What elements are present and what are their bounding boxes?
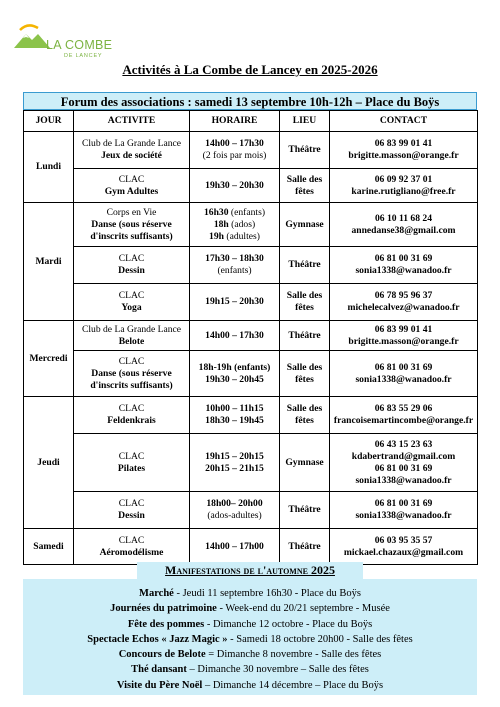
phone: 06 81 00 31 69 — [374, 253, 433, 264]
phone: 06 81 00 31 69 — [374, 462, 433, 474]
schedule-cell — [190, 351, 280, 397]
event-name: Concours de Belote — [118, 649, 206, 661]
event-item — [23, 632, 477, 647]
table-row — [24, 351, 478, 397]
contact-cell — [330, 321, 478, 351]
email: kdabertrand@gmail.com — [351, 450, 456, 462]
org: CLAC — [118, 534, 145, 546]
event-item — [23, 617, 477, 632]
event-details: = Dimanche 8 novembre - Salle des fêtes — [205, 649, 382, 661]
email: brigitte.masson@orange.fr — [348, 335, 459, 347]
schedule-cell — [190, 247, 280, 284]
activity-cell — [74, 321, 190, 351]
time-note: (enfants) — [230, 206, 266, 218]
event-details: - Jeudi 11 septembre 16h30 - Place du Boÿs — [173, 588, 361, 599]
event-details: - Week-end du 20/21 septembre - Musée — [216, 603, 390, 615]
day-cell: Mardi — [24, 203, 74, 321]
table-row — [24, 492, 478, 529]
phone: 06 81 00 31 69 — [374, 498, 433, 509]
time-note: (ados) — [231, 218, 256, 230]
activity-cell — [74, 351, 190, 397]
event-name: Thé dansant — [131, 664, 187, 676]
time: 20h15 – 21h15 — [205, 462, 264, 474]
activity-cell — [74, 132, 190, 169]
phone: 06 83 99 01 41 — [374, 138, 433, 149]
header-horaire: HORAIRE — [190, 111, 280, 132]
table-row — [24, 529, 478, 565]
schedule-table — [23, 110, 478, 565]
activity-cell — [74, 529, 190, 565]
event-name: Marché — [139, 588, 174, 599]
contact-cell — [330, 132, 478, 169]
table-row — [24, 169, 478, 203]
time: 19h — [209, 230, 224, 242]
phone: 06 83 55 29 06 — [374, 403, 433, 414]
table-row — [24, 247, 478, 284]
contact-cell — [330, 351, 478, 397]
place-cell: Théâtre — [280, 132, 330, 169]
time: 18h30 – 19h45 — [205, 415, 264, 426]
place-cell — [280, 169, 330, 203]
activity-cell — [74, 284, 190, 321]
activity: Feldenkrais — [107, 415, 156, 426]
place-cell — [280, 284, 330, 321]
time: 10h00 – 11h15 — [205, 403, 264, 414]
email: karine.rutigliano@free.fr — [351, 185, 456, 197]
activity: Jeux de société — [101, 150, 162, 161]
activity-cell — [74, 203, 190, 247]
activity-cell — [74, 397, 190, 434]
schedule-cell — [190, 492, 280, 529]
schedule-cell — [190, 203, 280, 247]
time-note: (adultes) — [226, 230, 260, 242]
place-cell — [280, 397, 330, 434]
activity: Aéromodélisme — [99, 546, 164, 558]
event-name: Spectacle Echos « Jazz Magic » — [87, 633, 228, 645]
logo-subtitle: DE LANCEY — [64, 53, 103, 59]
contact-cell — [330, 434, 478, 492]
phone: 06 09 92 37 01 — [374, 173, 433, 185]
activity-cell — [74, 247, 190, 284]
org: CLAC — [118, 253, 145, 264]
header-lieu: LIEU — [280, 111, 330, 132]
activity: Pilates — [117, 462, 146, 474]
phone: 06 43 15 23 63 — [374, 438, 433, 450]
place-cell: Théâtre — [280, 529, 330, 565]
header-contact: CONTACT — [330, 111, 478, 132]
time: 16h30 — [203, 206, 229, 218]
contact-cell — [330, 203, 478, 247]
activity: Dessin — [118, 265, 145, 276]
schedule-cell: 14h00 – 17h30 — [190, 321, 280, 351]
activity: Danse (sous réserve — [91, 218, 172, 230]
table-row — [24, 132, 478, 169]
activity: Belote — [118, 335, 145, 347]
phone: 06 83 99 01 41 — [374, 323, 433, 335]
table-row — [24, 434, 478, 492]
schedule-cell — [190, 132, 280, 169]
table-row — [24, 321, 478, 351]
email: sonia1338@wanadoo.fr — [355, 474, 452, 486]
event-details: - Dimanche 12 octobre - Place du Boÿs — [204, 618, 373, 630]
forum-banner: Forum des associations : samedi 13 septembre 10h-12h – Place du Boÿs — [23, 92, 477, 110]
day-cell: Mercredi — [24, 321, 74, 397]
org: CLAC — [118, 498, 145, 509]
place-cell — [280, 351, 330, 397]
org: Club de La Grande Lance — [81, 138, 182, 149]
contact-cell — [330, 247, 478, 284]
phone: 06 10 11 68 24 — [374, 212, 433, 224]
org: CLAC — [118, 450, 145, 462]
schedule-cell: 14h00 – 17h00 — [190, 529, 280, 565]
events-title: Manifestations de l'automne 2025 — [137, 562, 363, 579]
header-jour: JOUR — [24, 111, 74, 132]
day-cell: Jeudi — [24, 397, 74, 529]
place-cell: Théâtre — [280, 492, 330, 529]
table-row — [24, 203, 478, 247]
event-details: – Dimanche 30 novembre – Salle des fêtes — [186, 664, 369, 676]
time: 18h-19h (enfants) — [198, 361, 271, 373]
place-cell: Gymnase — [280, 203, 330, 247]
place-cell: Gymnase — [280, 434, 330, 492]
event-item — [23, 586, 477, 601]
event-item — [23, 678, 477, 693]
phone: 06 03 95 35 57 — [374, 534, 433, 546]
activity-cell — [74, 169, 190, 203]
activity-cell — [74, 434, 190, 492]
event-name: Fête des pommes — [127, 618, 205, 630]
place-cell: Théâtre — [280, 321, 330, 351]
header-activite: ACTIVITE — [74, 111, 190, 132]
email: mickael.chazaux@gmail.com — [343, 546, 464, 558]
table-row — [24, 284, 478, 321]
event-item — [23, 601, 477, 616]
place-line: fêtes — [295, 302, 314, 313]
time-note: (2 fois par mois) — [202, 150, 267, 161]
time: 19h30 – 20h45 — [205, 373, 264, 385]
contact-cell — [330, 284, 478, 321]
schedule-cell — [190, 397, 280, 434]
email: sonia1338@wanadoo.fr — [355, 510, 452, 521]
activity-cell — [74, 492, 190, 529]
header-row — [24, 111, 478, 132]
phone: 06 81 00 31 69 — [374, 361, 433, 373]
time: 18h00– 20h00 — [206, 498, 263, 509]
day-cell: Samedi — [24, 529, 74, 565]
schedule-cell: 19h15 – 20h30 — [190, 284, 280, 321]
activity: Yoga — [121, 302, 142, 313]
email: sonia1338@wanadoo.fr — [355, 373, 452, 385]
event-item — [23, 662, 477, 677]
org: CLAC — [118, 403, 145, 414]
schedule-cell: 19h30 – 20h30 — [190, 169, 280, 203]
org: Club de La Grande Lance — [81, 323, 182, 335]
event-name: Visite du Père Noël — [116, 679, 203, 691]
email: annedanse38@gmail.com — [351, 224, 456, 236]
event-details: - Samedi 18 octobre 20h00 - Salle des fêtes — [227, 633, 413, 645]
table-row — [24, 397, 478, 434]
place-line: Salle des — [286, 173, 323, 185]
event-details: – Dimanche 14 décembre – Place du Boÿs — [202, 679, 384, 691]
contact-cell — [330, 169, 478, 203]
email: francoisemartincombe@orange.fr — [333, 415, 474, 426]
page-title: Activités à La Combe de Lancey en 2025-2026 — [122, 62, 378, 77]
logo-name: LA COMBE — [46, 38, 113, 52]
event-name: Journées du patrimoine — [110, 603, 217, 615]
schedule-cell — [190, 434, 280, 492]
email: sonia1338@wanadoo.fr — [355, 265, 452, 276]
place-line: fêtes — [295, 415, 314, 426]
time-note: (ados-adultes) — [207, 510, 262, 521]
org: Corps en Vie — [106, 206, 157, 218]
time-note: (enfants) — [217, 265, 252, 276]
email: michelecalvez@wanadoo.fr — [347, 302, 460, 313]
place-line: Salle des — [286, 361, 323, 373]
place-line: Salle des — [286, 403, 323, 414]
activity: d'inscrits suffisants) — [90, 379, 173, 391]
time: 18h — [213, 218, 229, 230]
contact-cell — [330, 492, 478, 529]
org: CLAC — [118, 173, 145, 185]
place-cell: Théâtre — [280, 247, 330, 284]
place-line: fêtes — [295, 185, 314, 197]
events-box — [23, 579, 477, 695]
time: 14h00 – 17h30 — [205, 138, 264, 149]
org: CLAC — [118, 290, 145, 301]
place-line: Salle des — [286, 290, 323, 301]
org: CLAC — [118, 355, 145, 367]
phone: 06 78 95 96 37 — [374, 290, 433, 301]
activity: Gym Adultes — [104, 185, 159, 197]
activity: Danse (sous réserve — [91, 367, 172, 379]
activity: d'inscrits suffisants) — [90, 230, 173, 242]
time: 17h30 – 18h30 — [205, 253, 264, 264]
contact-cell — [330, 397, 478, 434]
time: 19h15 – 20h15 — [205, 450, 264, 462]
event-item — [23, 647, 477, 662]
activity: Dessin — [118, 510, 145, 521]
contact-cell — [330, 529, 478, 565]
email: brigitte.masson@orange.fr — [348, 150, 459, 161]
place-line: fêtes — [295, 373, 314, 385]
day-cell: Lundi — [24, 132, 74, 203]
